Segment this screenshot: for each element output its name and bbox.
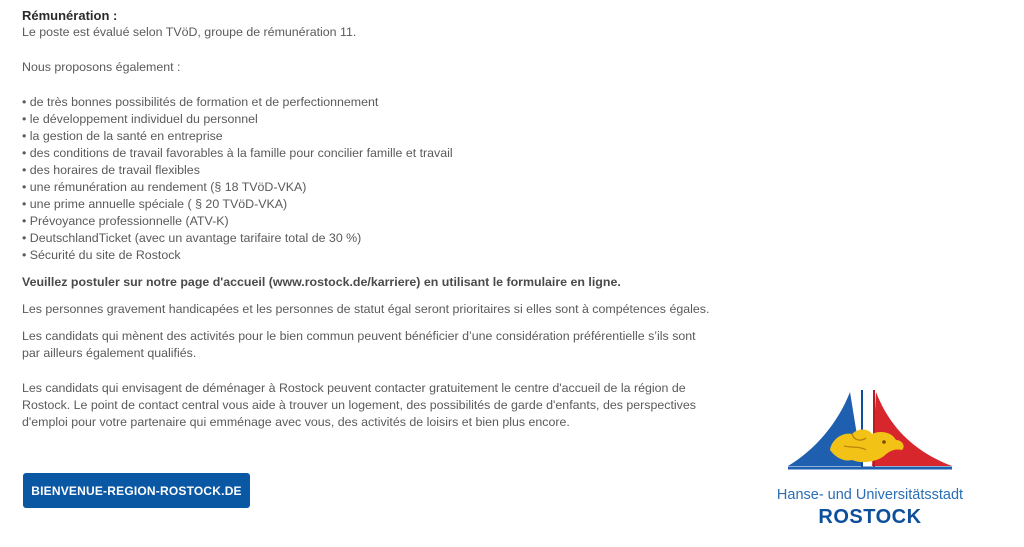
benefits-intro: Nous proposons également : [22,60,181,74]
list-item: • DeutschlandTicket (avec un avantage tarifaire total de 30 %) [22,230,712,247]
list-item: • une prime annuelle spéciale ( § 20 TVöD-VKA) [22,196,712,213]
rostock-emblem-icon [760,388,980,484]
welcome-region-button[interactable]: BIENVENUE-REGION-ROSTOCK.DE [23,473,250,508]
relocation-notice: Les candidats qui envisagent de déménager à Rostock peuvent contacter gratuitement le centre d'accueil de la région de Rostock. Le point de contact central vous aide à trouver un logement, des possibilités de garde d'enfants, des perspectives d'emploi pour votre partenaire qui emménage avec vous, des activités de loisirs et bien plus encore. [22,381,696,429]
remuneration-text: Le poste est évalué selon TVöD, groupe de rémunération 11. [22,25,357,39]
list-item: • le développement individuel du personnel [22,111,712,128]
benefits-list [22,94,712,264]
list-item: • la gestion de la santé en entreprise [22,128,712,145]
rostock-logo [760,388,980,533]
job-posting-content [22,7,712,431]
list-item: • une rémunération au rendement (§ 18 TVöD-VKA) [22,179,712,196]
list-item: • Sécurité du site de Rostock [22,247,712,264]
logo-city-line: Hanse- und Universitätsstadt [776,487,964,503]
disability-notice: Les personnes gravement handicapées et les personnes de statut égal seront prioritaires si elles sont à compétences égales. [22,302,710,316]
remuneration-heading: Rémunération : [22,8,118,23]
list-item: • des horaires de travail flexibles [22,162,712,179]
volunteer-notice: Les candidats qui mènent des activités pour le bien commun peuvent bénéficier d’une considération préférentielle s’ils sont par ailleurs également qualifiés. [22,329,696,360]
list-item: • des conditions de travail favorables à la famille pour concilier famille et travail [22,145,712,162]
logo-city-name: ROSTOCK [818,506,922,528]
list-item: • de très bonnes possibilités de formation et de perfectionnement [22,94,712,111]
apply-instructions: Veuillez postuler sur notre page d'accueil (www.rostock.de/karriere) en utilisant le formulaire en ligne. [22,275,621,289]
list-item: • Prévoyance professionnelle (ATV-K) [22,213,712,230]
